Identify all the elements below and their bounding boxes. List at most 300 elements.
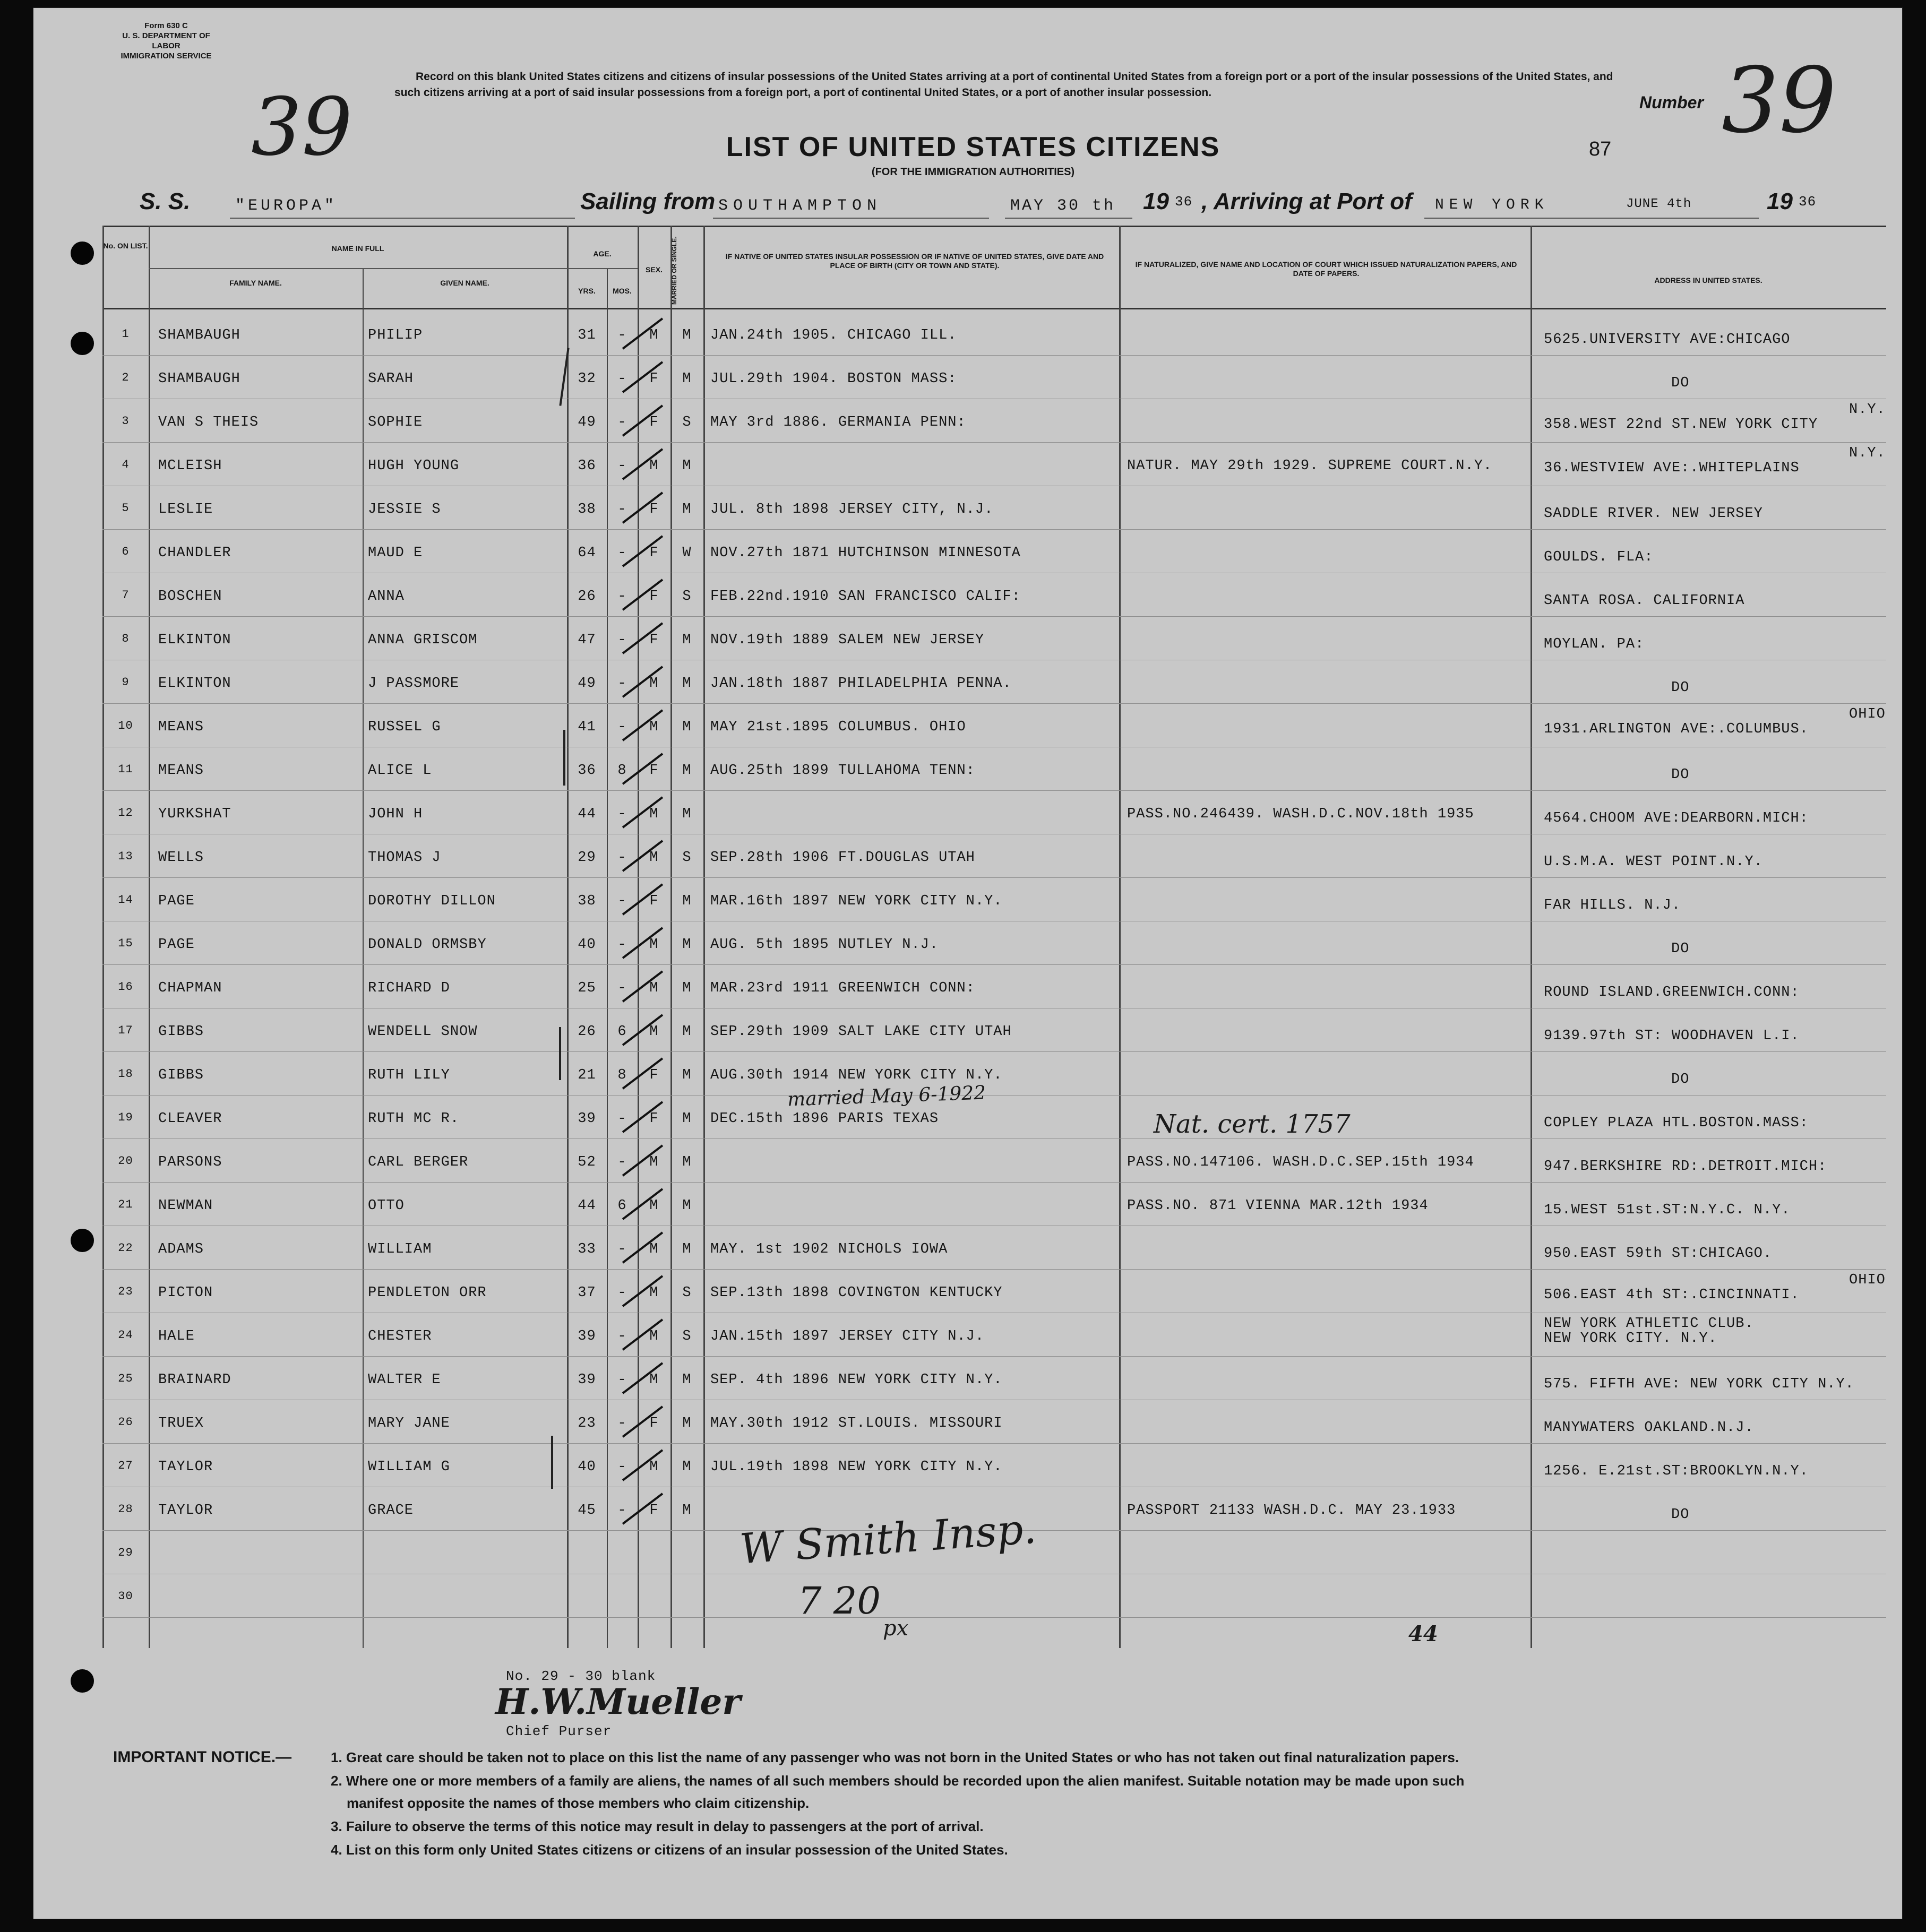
check-mark <box>623 318 663 349</box>
cell-address-line-2: DO <box>1671 767 1690 783</box>
cell-given: PENDLETON ORR <box>368 1285 487 1301</box>
cell-ms: M <box>682 1111 692 1127</box>
check-mark <box>623 1015 663 1045</box>
check-mark <box>623 1450 663 1480</box>
cell-sex: M <box>649 937 659 953</box>
brace-mark <box>563 730 565 786</box>
cell-given: MAUD E <box>368 545 423 561</box>
check-mark <box>623 1058 663 1089</box>
cell-given: J PASSMORE <box>368 676 460 692</box>
cell-sex: M <box>649 1241 659 1257</box>
cell-natur: PASS.NO.147106. WASH.D.C.SEP.15th 1934 <box>1127 1154 1474 1170</box>
cell-birth: SEP.29th 1909 SALT LAKE CITY UTAH <box>710 1024 1012 1040</box>
cell-ms: M <box>682 1067 692 1083</box>
check-mark <box>623 623 663 653</box>
cell-family: SHAMBAUGH <box>158 371 240 387</box>
cell-no: 23 <box>118 1285 133 1298</box>
cell-address-line-2: FAR HILLS. N.J. <box>1544 898 1681 913</box>
cell-no: 18 <box>118 1067 133 1081</box>
cell-given: RUTH LILY <box>368 1067 450 1083</box>
cell-birth: SEP.28th 1906 FT.DOUGLAS UTAH <box>710 850 975 866</box>
year-prefix-2: 19 <box>1767 188 1793 214</box>
header-months: MOS. <box>613 287 632 295</box>
cell-ms: M <box>682 458 692 474</box>
cell-given: OTTO <box>368 1198 405 1214</box>
punch-hole <box>71 1669 94 1693</box>
year-prefix-1: 19 <box>1143 188 1169 214</box>
cell-no: 11 <box>118 763 133 776</box>
cell-birth: SEP.13th 1898 COVINGTON KENTUCKY <box>710 1285 1003 1301</box>
cell-ms: M <box>682 1241 692 1257</box>
cell-address-line-2: MOYLAN. PA: <box>1544 636 1645 652</box>
cell-given: JESSIE S <box>368 502 441 518</box>
cell-address-line-2: SANTA ROSA. CALIFORNIA <box>1544 593 1745 609</box>
cell-address-line-2: 4564.CHOOM AVE:DEARBORN.MICH: <box>1544 810 1809 826</box>
cell-sex: M <box>649 806 659 822</box>
cell-no: 8 <box>122 632 130 645</box>
cell-ms: M <box>682 1416 692 1431</box>
cell-ms: W <box>682 545 692 561</box>
department-name: U. S. DEPARTMENT OF LABOR <box>122 31 210 50</box>
check-mark <box>623 406 663 436</box>
check-mark <box>623 710 663 740</box>
cell-address-line-2: 1931.ARLINGTON AVE:.COLUMBUS. <box>1544 721 1809 737</box>
cell-sex: M <box>649 850 659 866</box>
cell-address-line-2: U.S.M.A. WEST POINT.N.Y. <box>1544 854 1763 870</box>
check-mark <box>623 1276 663 1306</box>
cell-family: SHAMBAUGH <box>158 327 240 343</box>
cell-yrs: 32 <box>578 371 596 387</box>
check-mark <box>623 884 663 915</box>
cell-given: ALICE L <box>368 763 432 779</box>
cell-no: 27 <box>118 1459 133 1472</box>
notice-item-4: 4. List on this form only United States citizens or citizens of an insular possession of the United States. <box>331 1842 1008 1858</box>
cell-no: 5 <box>122 502 130 515</box>
cell-ms: M <box>682 632 692 648</box>
cell-sex: M <box>649 327 659 343</box>
cell-no: 13 <box>118 850 133 863</box>
service-name: IMMIGRATION SERVICE <box>121 51 212 61</box>
cell-sex: M <box>649 1285 659 1301</box>
cell-birth: AUG.25th 1899 TULLAHOMA TENN: <box>710 763 975 779</box>
cell-mos: - <box>617 806 627 822</box>
cell-yrs: 26 <box>578 1024 596 1040</box>
cell-no: 15 <box>118 937 133 950</box>
cell-birth: JUL.19th 1898 NEW YORK CITY N.Y. <box>710 1459 1003 1475</box>
date-from: MAY 30 th <box>1010 197 1116 215</box>
cell-yrs: 39 <box>578 1329 596 1344</box>
cell-natur: NATUR. MAY 29th 1929. SUPREME COURT.N.Y. <box>1127 458 1493 474</box>
header-birth: IF NATIVE OF UNITED STATES INSULAR POSSESSION OR IF NATIVE OF UNITED STATES, GIVE DATE AND PLACE OF BIRTH (CITY OR TOWN AND STATE). <box>725 252 1104 270</box>
cell-sex: M <box>649 458 659 474</box>
check-mark <box>623 1189 663 1219</box>
cell-birth: AUG.30th 1914 NEW YORK CITY N.Y. <box>710 1067 1003 1083</box>
cell-yrs: 39 <box>578 1111 596 1127</box>
cell-address-line-2: COPLEY PLAZA HTL.BOSTON.MASS: <box>1544 1115 1809 1131</box>
arriving-label: , Arriving at Port of <box>1201 188 1412 214</box>
check-mark <box>623 362 663 392</box>
number-label: Number <box>1639 93 1704 112</box>
cell-ms: S <box>682 1329 692 1344</box>
notice-item-3: 3. Failure to observe the terms of this notice may result in delay to passengers at the port of arrival. <box>331 1818 984 1834</box>
cell-no: 3 <box>122 415 130 428</box>
cell-sex: F <box>649 415 659 430</box>
cell-family: PICTON <box>158 1285 213 1301</box>
check-mark <box>623 754 663 784</box>
cell-yrs: 25 <box>578 980 596 996</box>
cell-no: 4 <box>122 458 130 471</box>
cell-given: CHESTER <box>368 1329 432 1344</box>
cell-birth: NOV.19th 1889 SALEM NEW JERSEY <box>710 632 985 648</box>
date-to: JUNE 4th <box>1626 197 1692 211</box>
notice-item-2: 2. Where one or more members of a family are aliens, the names of all such members should be recorded upon the alien manifest. Suitable notation may be made upon such <box>331 1773 1465 1789</box>
cell-family: TAYLOR <box>158 1503 213 1519</box>
cell-mos: 6 <box>617 1198 627 1214</box>
cell-no: 6 <box>122 545 130 558</box>
cell-birth: JAN.15th 1897 JERSEY CITY N.J. <box>710 1329 985 1344</box>
cell-ms: M <box>682 980 692 996</box>
cell-family: VAN S THEIS <box>158 415 259 430</box>
cell-yrs: 21 <box>578 1067 596 1083</box>
header-name-in-full: NAME IN FULL <box>331 244 384 253</box>
cell-address-line-2: 5625.UNIVERSITY AVE:CHICAGO <box>1544 332 1791 348</box>
cell-yrs: 38 <box>578 502 596 518</box>
cell-yrs: 23 <box>578 1416 596 1431</box>
cell-ms: M <box>682 937 692 953</box>
header-age: AGE. <box>593 249 612 258</box>
cell-given: WILLIAM <box>368 1241 432 1257</box>
cell-yrs: 47 <box>578 632 596 648</box>
cell-no: 25 <box>118 1372 133 1385</box>
cell-mos: - <box>617 545 627 561</box>
cell-address-line-2: 9139.97th ST: WOODHAVEN L.I. <box>1544 1028 1800 1044</box>
cell-birth: JUL. 8th 1898 JERSEY CITY, N.J. <box>710 502 994 518</box>
cell-natur: PASS.NO.246439. WASH.D.C.NOV.18th 1935 <box>1127 806 1474 822</box>
cell-mos: - <box>617 1459 627 1475</box>
cell-sex: F <box>649 1503 659 1519</box>
notice-item-2-continued: manifest opposite the names of those members who claim citizenship. <box>347 1795 810 1811</box>
cell-mos: - <box>617 1503 627 1519</box>
cell-given: RUTH MC R. <box>368 1111 460 1127</box>
cell-family: LESLIE <box>158 502 213 518</box>
inspector-signature: W Smith Insp. <box>738 1505 1038 1574</box>
cell-sex: M <box>649 1459 659 1475</box>
cell-sex: M <box>649 1329 659 1344</box>
year-1: 36 <box>1175 194 1193 210</box>
cell-ms: M <box>682 1459 692 1475</box>
cell-no: 19 <box>118 1111 133 1124</box>
check-mark <box>623 667 663 697</box>
cell-sex: M <box>649 1198 659 1214</box>
notice-item-1: 1. Great care should be taken not to place on this list the name of any passenger who was not born in the United States or who has not taken out final naturalization papers. <box>331 1749 1459 1765</box>
cell-sex: M <box>649 1024 659 1040</box>
check-mark <box>623 1102 663 1132</box>
cell-address-line-1: OHIO <box>1849 1272 1886 1288</box>
cell-yrs: 36 <box>578 458 596 474</box>
check-mark <box>623 971 663 1002</box>
cell-given: WALTER E <box>368 1372 441 1388</box>
cell-mos: - <box>617 327 627 343</box>
cell-birth: JUL.29th 1904. BOSTON MASS: <box>710 371 957 387</box>
tally-note: 44 <box>1408 1622 1438 1646</box>
check-mark <box>623 493 663 523</box>
cell-family: MEANS <box>158 719 204 735</box>
cell-birth: MAR.16th 1897 NEW YORK CITY N.Y. <box>710 893 1003 909</box>
cell-family: TAYLOR <box>158 1459 213 1475</box>
cell-family: MEANS <box>158 763 204 779</box>
check-mark <box>623 1145 663 1176</box>
cell-address-line-2: 950.EAST 59th ST:CHICAGO. <box>1544 1246 1773 1262</box>
cell-sex: M <box>649 1154 659 1170</box>
cell-address-line-2: MANYWATERS OAKLAND.N.J. <box>1544 1420 1754 1436</box>
header-naturalization: IF NATURALIZED, GIVE NAME AND LOCATION OF COURT WHICH ISSUED NATURALIZATION PAPERS, AND DATE OF PAPERS. <box>1135 260 1517 278</box>
check-mark <box>623 449 663 479</box>
cell-yrs: 44 <box>578 806 596 822</box>
cell-address-line-2: ROUND ISLAND.GREENWICH.CONN: <box>1544 985 1800 1000</box>
cell-yrs: 26 <box>578 589 596 605</box>
cell-mos: - <box>617 1111 627 1127</box>
header-sex: SEX. <box>646 265 663 274</box>
cell-mos: - <box>617 589 627 605</box>
cell-yrs: 49 <box>578 415 596 430</box>
cell-ms: S <box>682 415 692 430</box>
cell-birth: MAY.30th 1912 ST.LOUIS. MISSOURI <box>710 1416 1003 1431</box>
cell-birth: SEP. 4th 1896 NEW YORK CITY N.Y. <box>710 1372 1003 1388</box>
count-note: 7 20 <box>798 1579 881 1623</box>
blank-rows-note: No. 29 - 30 blank <box>506 1668 656 1684</box>
cell-yrs: 36 <box>578 763 596 779</box>
cell-sex: M <box>649 980 659 996</box>
cell-birth: MAY 21st.1895 COLUMBUS. OHIO <box>710 719 966 735</box>
cell-no: 24 <box>118 1329 133 1342</box>
cell-ms: S <box>682 850 692 866</box>
cell-no: 1 <box>122 327 130 341</box>
cell-no: 10 <box>118 719 133 732</box>
side-number: 87 <box>1589 138 1612 160</box>
check-mark <box>623 1407 663 1437</box>
cell-no: 7 <box>122 589 130 602</box>
cell-address-line-1: N.Y. <box>1849 445 1886 461</box>
cell-address-line-2: SADDLE RIVER. NEW JERSEY <box>1544 506 1763 522</box>
cell-family: PAGE <box>158 893 195 909</box>
cell-sex: F <box>649 1416 659 1431</box>
cell-mos: - <box>617 415 627 430</box>
cell-address-line-2: 15.WEST 51st.ST:N.Y.C. N.Y. <box>1544 1202 1791 1218</box>
cell-natur: PASSPORT 21133 WASH.D.C. MAY 23.1933 <box>1127 1503 1456 1519</box>
cell-given: RICHARD D <box>368 980 450 996</box>
cell-address-line-2: DO <box>1671 1507 1690 1523</box>
cell-no: 9 <box>122 676 130 689</box>
cell-mos: - <box>617 502 627 518</box>
cell-no: 26 <box>118 1416 133 1429</box>
cell-mos: - <box>617 937 627 953</box>
port-from: SOUTHAMPTON <box>718 197 882 215</box>
cell-mos: - <box>617 850 627 866</box>
cell-ms: M <box>682 1154 692 1170</box>
form-title: LIST OF UNITED STATES CITIZENS <box>726 132 1220 162</box>
cell-address-line-2: 575. FIFTH AVE: NEW YORK CITY N.Y. <box>1544 1376 1854 1392</box>
check-mark <box>623 841 663 871</box>
check-marks <box>33 8 1902 1653</box>
cell-family: CHAPMAN <box>158 980 222 996</box>
cell-yrs: 44 <box>578 1198 596 1214</box>
cell-ms: M <box>682 1503 692 1519</box>
cell-address-line-2: 506.EAST 4th ST:.CINCINNATI. <box>1544 1287 1800 1303</box>
cell-mos: - <box>617 632 627 648</box>
form-instructions: Record on this blank United States citizens and citizens of insular possessions of the United States arriving at a port of continental United States from a foreign port or a port of the insular possessions of the United States, and such citizens arriving at a port of said insular possessions from a foreign port, a port of continental United States, or a port of another insular possession. <box>394 71 1613 99</box>
cell-mos: - <box>617 1416 627 1431</box>
cell-ms: S <box>682 589 692 605</box>
cell-birth: MAY 3rd 1886. GERMANIA PENN: <box>710 415 966 430</box>
cell-sex: F <box>649 502 659 518</box>
count-note-sub: px <box>883 1616 909 1641</box>
cell-yrs: 40 <box>578 937 596 953</box>
cell-yrs: 39 <box>578 1372 596 1388</box>
cell-given: SOPHIE <box>368 415 423 430</box>
cell-mos: - <box>617 1154 627 1170</box>
cell-yrs: 45 <box>578 1503 596 1519</box>
cell-mos: - <box>617 458 627 474</box>
check-mark <box>623 928 663 958</box>
cell-family: CHANDLER <box>158 545 231 561</box>
cell-ms: S <box>682 1285 692 1301</box>
cell-mos: - <box>617 1241 627 1257</box>
cell-given: THOMAS J <box>368 850 441 866</box>
cell-no: 16 <box>118 980 133 994</box>
cell-birth: NOV.27th 1871 HUTCHINSON MINNESOTA <box>710 545 1021 561</box>
cell-mos: - <box>617 1329 627 1344</box>
form-subtitle: (FOR THE IMMIGRATION AUTHORITIES) <box>871 166 1075 178</box>
cell-sex: F <box>649 589 659 605</box>
cell-yrs: 41 <box>578 719 596 735</box>
naturalization-cert-note: Nat. cert. 1757 <box>1154 1109 1351 1139</box>
check-mark <box>623 1319 663 1350</box>
cell-family: HALE <box>158 1329 195 1344</box>
header-no: No. ON LIST. <box>103 242 148 250</box>
cell-ms: M <box>682 1372 692 1388</box>
cell-ms: M <box>682 502 692 518</box>
ss-label: S. S. <box>140 188 191 214</box>
cell-no: 2 <box>122 371 130 384</box>
cell-no: 17 <box>118 1024 133 1037</box>
check-mark <box>623 580 663 610</box>
cell-no: 30 <box>118 1590 133 1603</box>
cell-address-line-2: 1256. E.21st.ST:BROOKLYN.N.Y. <box>1544 1463 1809 1479</box>
cell-yrs: 49 <box>578 676 596 692</box>
cell-mos: - <box>617 719 627 735</box>
cell-address-line-1: NEW YORK ATHLETIC CLUB. <box>1544 1316 1754 1332</box>
cell-yrs: 38 <box>578 893 596 909</box>
cell-mos: 8 <box>617 1067 627 1083</box>
header-years: YRS. <box>578 287 596 295</box>
cell-family: NEWMAN <box>158 1198 213 1214</box>
cell-address-line-2: DO <box>1671 680 1690 696</box>
cell-mos: - <box>617 1285 627 1301</box>
cell-no: 28 <box>118 1503 133 1516</box>
cell-address-line-2: DO <box>1671 375 1690 391</box>
cell-given: PHILIP <box>368 327 423 343</box>
cell-birth: AUG. 5th 1895 NUTLEY N.J. <box>710 937 939 953</box>
ship-name: "EUROPA" <box>235 197 338 215</box>
cell-address-line-1: N.Y. <box>1849 402 1886 418</box>
cell-family: PAGE <box>158 937 195 953</box>
cell-mos: - <box>617 980 627 996</box>
cell-sex: M <box>649 676 659 692</box>
cell-sex: M <box>649 719 659 735</box>
cell-family: YURKSHAT <box>158 806 231 822</box>
handwritten-number-left: 39 <box>251 81 352 174</box>
cell-given: HUGH YOUNG <box>368 458 460 474</box>
form-number: Form 630 C <box>144 21 188 30</box>
cell-ms: M <box>682 1024 692 1040</box>
cell-ms: M <box>682 763 692 779</box>
purser-signature: H.W.Mueller <box>495 1681 741 1722</box>
check-mark <box>623 1494 663 1524</box>
cell-no: 12 <box>118 806 133 820</box>
check-mark <box>623 1232 663 1263</box>
cell-ms: M <box>682 676 692 692</box>
cell-yrs: 29 <box>578 850 596 866</box>
cell-given: WILLIAM G <box>368 1459 450 1475</box>
cell-mos: - <box>617 676 627 692</box>
header-family-name: FAMILY NAME. <box>229 279 282 287</box>
cell-mos: 8 <box>617 763 627 779</box>
cell-given: DOROTHY DILLON <box>368 893 496 909</box>
year-2: 36 <box>1799 194 1817 210</box>
cell-ms: M <box>682 327 692 343</box>
cell-address-line-2: 947.BERKSHIRE RD:.DETROIT.MICH: <box>1544 1159 1827 1175</box>
cell-sex: M <box>649 1372 659 1388</box>
header-given-name: GIVEN NAME. <box>440 279 489 287</box>
cell-natur: PASS.NO. 871 VIENNA MAR.12th 1934 <box>1127 1198 1429 1214</box>
cell-family: GIBBS <box>158 1024 204 1040</box>
check-mark <box>623 797 663 827</box>
cell-given: DONALD ORMSBY <box>368 937 487 953</box>
list-number: 39 <box>1722 48 1837 153</box>
cell-family: ELKINTON <box>158 632 231 648</box>
cell-given: CARL BERGER <box>368 1154 469 1170</box>
cell-birth: FEB.22nd.1910 SAN FRANCISCO CALIF: <box>710 589 1021 605</box>
cell-family: WELLS <box>158 850 204 866</box>
cell-sex: F <box>649 545 659 561</box>
cell-ms: M <box>682 371 692 387</box>
cell-given: RUSSEL G <box>368 719 441 735</box>
cell-address-line-1: OHIO <box>1849 706 1886 722</box>
header-married-single: MARRIED OR SINGLE. <box>670 236 678 305</box>
cell-birth: MAY. 1st 1902 NICHOLS IOWA <box>710 1241 948 1257</box>
cell-address-line-2: 358.WEST 22nd ST.NEW YORK CITY <box>1544 417 1818 433</box>
cell-address-line-2: DO <box>1671 941 1690 957</box>
cell-given: MARY JANE <box>368 1416 450 1431</box>
cell-given: JOHN H <box>368 806 423 822</box>
cell-sex: F <box>649 1067 659 1083</box>
married-note: married May 6-1922 <box>787 1082 986 1111</box>
cell-no: 22 <box>118 1241 133 1255</box>
cell-no: 20 <box>118 1154 133 1168</box>
cell-family: TRUEX <box>158 1416 204 1431</box>
cell-sex: F <box>649 371 659 387</box>
cell-ms: M <box>682 1198 692 1214</box>
cell-yrs: 31 <box>578 327 596 343</box>
sailing-label: Sailing from <box>580 188 716 214</box>
cell-given: GRACE <box>368 1503 414 1519</box>
signer-title: Chief Purser <box>506 1723 612 1739</box>
cell-ms: M <box>682 719 692 735</box>
cell-yrs: 52 <box>578 1154 596 1170</box>
manifest-sheet <box>33 7 1903 1919</box>
cell-birth: JAN.24th 1905. CHICAGO ILL. <box>710 327 957 343</box>
cell-yrs: 64 <box>578 545 596 561</box>
